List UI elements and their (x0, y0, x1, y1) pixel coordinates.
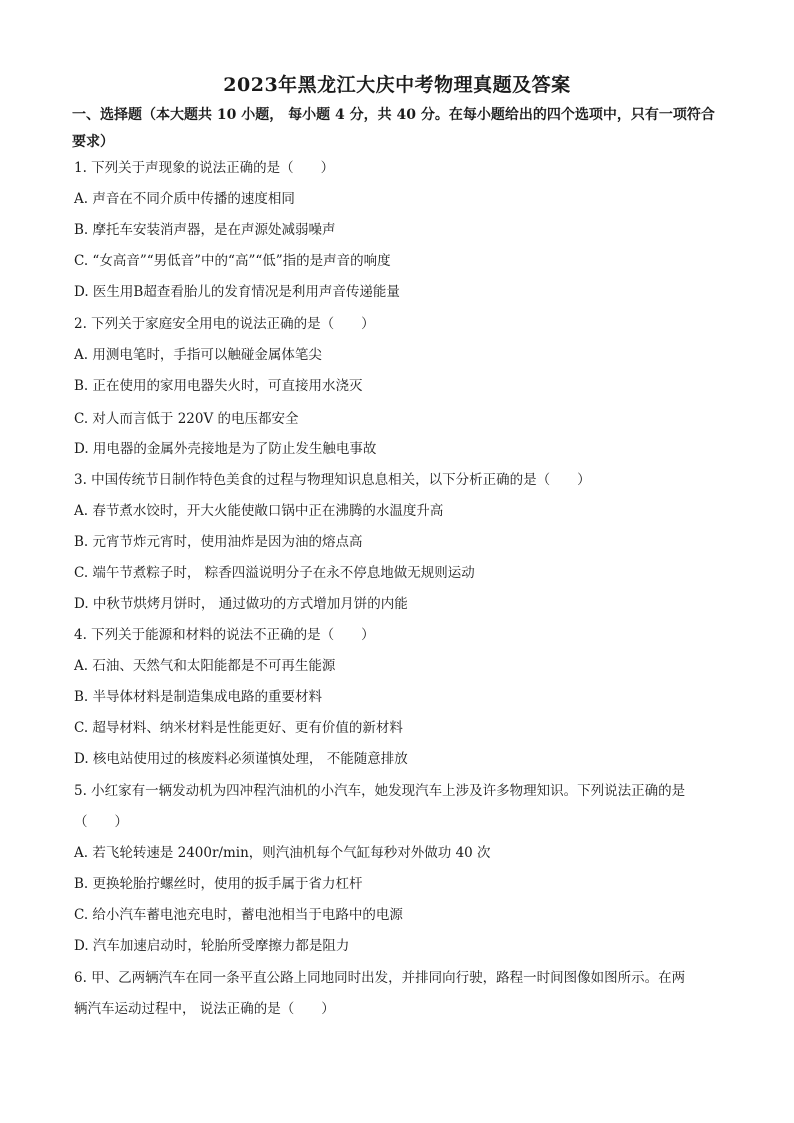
question-1-option-b: B. 摩托车安装消声器，是在声源处减弱噪声 (74, 222, 336, 238)
question-3-option-b: B. 元宵节炸元宵时，使用油炸是因为油的熔点高 (74, 534, 363, 550)
question-4-option-a: A. 石油、天然气和太阳能都是不可再生能源 (74, 658, 336, 674)
question-4-option-d: D. 核电站使用过的核废料必须谨慎处理， 不能随意排放 (74, 751, 408, 767)
question-1-option-a: A. 声音在不同介质中传播的速度相同 (74, 191, 295, 207)
question-4-option-c: C. 超导材料、纳米材料是性能更好、更有价值的新材料 (74, 720, 403, 736)
question-2-stem: 2. 下列关于家庭安全用电的说法正确的是（ ） (74, 316, 375, 332)
question-2-option-b: B. 正在使用的家用电器失火时，可直接用水浇灭 (74, 378, 363, 394)
question-1-stem: 1. 下列关于声现象的说法正确的是（ ） (74, 160, 335, 176)
question-5-option-a: A. 若飞轮转速是 2400r/min，则汽油机每个气缸每秒对外做功 40 次 (74, 845, 491, 861)
question-2-option-d: D. 用电器的金属外壳接地是为了防止发生触电事故 (74, 441, 377, 457)
question-5-stem: 5. 小红家有一辆发动机为四冲程汽油机的小汽车，她发现汽车上涉及许多物理知识。下列说法正确的是 (74, 783, 686, 799)
question-2-option-c: C. 对人而言低于 220V 的电压都安全 (74, 411, 299, 427)
question-3-option-d: D. 中秋节烘烤月饼时， 通过做功的方式增加月饼的内能 (74, 596, 408, 612)
question-6-stem: 6. 甲、乙两辆汽车在同一条平直公路上同地同时出发，并排同向行驶，路程一时间图像如图所示。在两 (74, 970, 686, 986)
question-5-option-c: C. 给小汽车蓄电池充电时，蓄电池相当于电路中的电源 (74, 907, 403, 923)
question-5-stem-continued: （ ） (74, 814, 128, 830)
question-3-option-c: C. 端午节煮粽子时， 粽香四溢说明分子在永不停息地做无规则运动 (74, 565, 475, 581)
question-4-stem: 4. 下列关于能源和材料的说法不正确的是（ ） (74, 627, 375, 643)
question-2-option-a: A. 用测电笔时，手指可以触碰金属体笔尖 (74, 347, 322, 363)
question-1-option-c: C. “女高音”“男低音”中的“高”“低”指的是声音的响度 (74, 253, 391, 269)
question-4-option-b: B. 半导体材料是制造集成电路的重要材料 (74, 689, 323, 705)
page-title: 2023年黑龙江大庆中考物理真题及答案 (223, 74, 571, 96)
question-1-option-d: D. 医生用B超查看胎儿的发育情况是利用声音传递能量 (74, 284, 400, 300)
question-6-stem-continued: 辆汽车运动过程中， 说法正确的是（ ） (74, 1001, 335, 1017)
question-5-option-d: D. 汽车加速启动时，轮胎所受摩擦力都是阻力 (74, 938, 350, 954)
question-3-stem: 3. 中国传统节日制作特色美食的过程与物理知识息息相关，以下分析正确的是（ ） (74, 472, 591, 488)
question-5-option-b: B. 更换轮胎拧螺丝时，使用的扳手属于省力杠杆 (74, 876, 363, 892)
section-heading: 一、选择题（本大题共 10 小题， 每小题 4 分，共 40 分。在每小题给出的四个选项中，只有一项符合要求） (72, 107, 715, 150)
question-3-option-a: A. 春节煮水饺时，开大火能使敞口锅中正在沸腾的水温度升高 (74, 503, 444, 519)
